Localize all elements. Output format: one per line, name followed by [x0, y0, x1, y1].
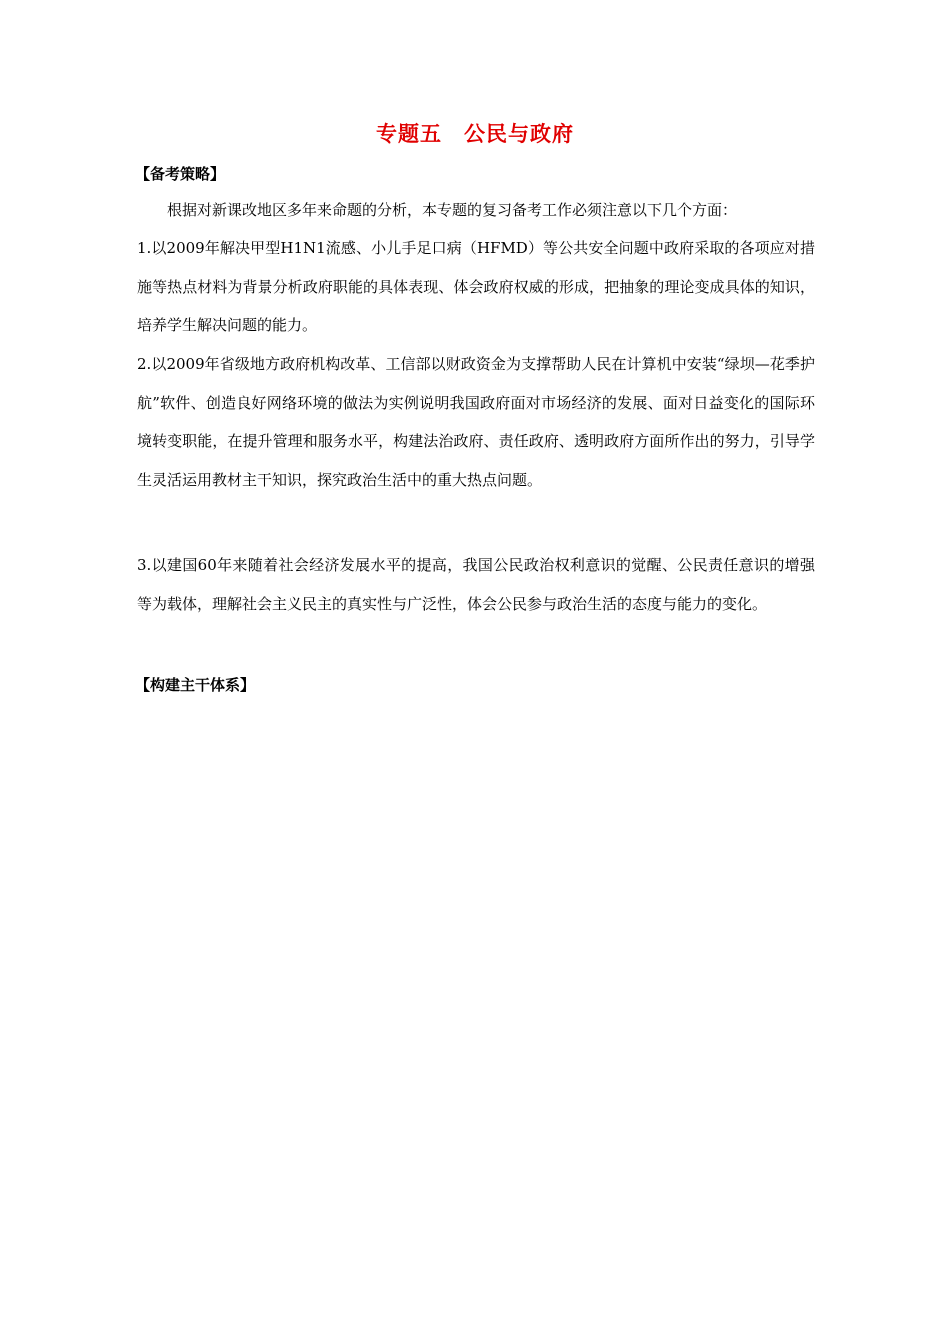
page-title: 专题五 公民与政府 [376, 122, 574, 146]
section-heading-framework: 【构建主干体系】 [135, 676, 256, 694]
section-heading-strategy: 【备考策略】 [135, 165, 226, 183]
point-3-paragraph: 3.以建国60年来随着社会经济发展水平的提高，我国公民政治权利意识的觉醒、公民责任意识的增强等为载体，理解社会主义民主的真实性与广泛性，体会公民参与政治生活的态度与能力的变化。 [137, 556, 815, 613]
intro-paragraph: 根据对新课改地区多年来命题的分析，本专题的复习备考工作必须注意以下几个方面： [167, 201, 738, 219]
point-2-paragraph: 2.以2009年省级地方政府机构改革、工信部以财政资金为支撑帮助人民在计算机中安装“绿坝—花季护航”软件、创造良好网络环境的做法为实例说明我国政府面对市场经济的发展、面对日益变化的国际环境转变职能，在提升管理和服务水平，构建法治政府、责任政府、透明政府方面所作出的努力，引导学生灵活运用教材主干知识，探究政治生活中的重大热点问题。 [137, 355, 815, 489]
point-1-paragraph: 1.以2009年解决甲型H1N1流感、小儿手足口病（HFMD）等公共安全问题中政府采取的各项应对措施等热点材料为背景分析政府职能的具体表现、体会政府权威的形成，把抽象的理论变成具体的知识，培养学生解决问题的能力。 [137, 239, 815, 334]
